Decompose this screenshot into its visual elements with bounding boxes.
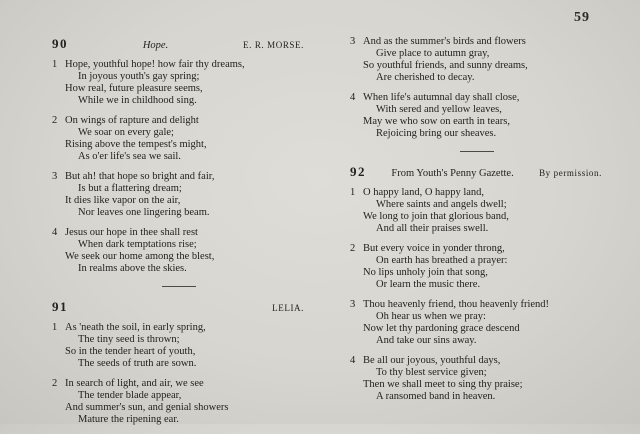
verse-line: So in the tender heart of youth, [65,346,196,357]
verse-line: 4 When life's autumnal day shall close, [350,92,520,103]
section-rule [162,286,196,287]
verse-line: When dark temptations rise; [78,239,197,250]
verse-line: Rejoicing bring our sheaves. [376,128,497,139]
verse-number: 3 [350,299,356,310]
verse-line: As o'er life's sea we sail. [78,151,181,162]
verse-line: 2 On wings of rapture and delight [52,115,199,126]
verse-line: While we in childhood sing. [78,95,197,106]
verse-line: Give place to autumn gray, [376,48,490,59]
verse-line: No lips unholy join that song, [363,267,488,278]
verse-number: 2 [350,243,356,254]
hymn-number: 90 [52,36,68,51]
verse-line: 1 Hope, youthful hope! how fair thy dreams, [52,59,245,70]
verse-line: 4 Jesus our hope in thee shall rest [52,227,198,238]
verse-number: 2 [52,115,58,126]
verse-line: And all their praises swell. [376,223,489,234]
verse [52,322,306,370]
column-right [350,36,604,434]
verse-line: May we who sow on earth in tears, [363,116,510,127]
verse-line: With sered and yellow leaves, [376,104,502,115]
verse-line: And summer's sun, and genial showers [65,402,229,413]
hymn-header [52,36,304,52]
verse-line: Nor leaves one lingering beam. [78,207,210,218]
verse-line: 1 As 'neath the soil, in early spring, [52,322,206,333]
verse-line: A ransomed band in heaven. [376,391,496,402]
column-left [52,36,306,434]
verse [350,299,604,347]
verse-line: Is but a flattering dream; [78,183,182,194]
verse-line: Then we shall meet to sing thy praise; [363,379,523,390]
hymn-attribution: By permission. [539,168,602,178]
verse-line: Rising above the tempest's might, [65,139,207,150]
verse-line: In realms above the skies. [78,263,187,274]
verse-line: Now let thy pardoning grace descend [363,323,520,334]
verse-number: 2 [52,378,58,389]
verse-line: How real, future pleasure seems, [65,83,203,94]
hymn-header [350,164,602,180]
verse-line: 3 And as the summer's birds and flowers [350,36,526,47]
verse-number: 1 [350,187,356,198]
text-columns [52,36,604,434]
verse [52,59,306,107]
verse [350,187,604,235]
verse [350,92,604,140]
verse-line: Mature the ripening ear. [78,414,179,425]
verse [52,227,306,275]
verse-line: The tiny seed is thrown; [78,334,180,345]
verse-line: 3 Thou heavenly friend, thou heavenly friend! [350,299,550,310]
verse-line: Where saints and angels dwell; [376,199,507,210]
page-number: 59 [574,10,590,25]
verse-line: 2 In search of light, and air, we see [52,378,204,389]
verse-line: 3 But ah! that hope so bright and fair, [52,171,215,182]
verse-line: In joyous youth's gay spring; [78,71,200,82]
hymn-title: Hope. [142,40,169,51]
verse [350,243,604,291]
verse-number: 3 [52,171,58,182]
verse-number: 4 [350,92,356,103]
section-rule [460,151,494,152]
verse [52,378,306,426]
verse [52,171,306,219]
verse-number: 4 [350,355,356,366]
verse-line: We soar on every gale; [78,127,174,138]
verse-line: We seek our home among the blest, [65,251,215,262]
verse [350,36,604,84]
verse-line: 2 But every voice in yonder throng, [350,243,505,254]
verse-line: Oh hear us when we pray: [376,311,486,322]
verse-line: To thy blest service given; [376,367,487,378]
hymn-header [52,299,304,315]
hymn-attribution: E. R. MORSE. [243,40,304,50]
verse-line: Are cherished to decay. [376,72,475,83]
verse-line: Or learn the music there. [376,279,481,290]
hymn-title: From Youth's Penny Gazette. [391,168,514,179]
verse-line: It dies like vapor on the air, [65,195,181,206]
hymn-attribution: LELIA. [272,303,304,313]
verse-line: So youthful friends, and sunny dreams, [363,60,528,71]
verse-line: We long to join that glorious band, [363,211,509,222]
verse-number: 1 [52,322,58,333]
verse-line: The tender blade appear, [78,390,182,401]
verse-line: The seeds of truth are sown. [78,358,197,369]
verse [52,115,306,163]
verse-line: 1 O happy land, O happy land, [350,187,485,198]
verse [350,355,604,403]
verse-line: On earth has breathed a prayer: [376,255,508,266]
hymn-number: 91 [52,299,68,314]
verse-line: And take our sins away. [376,335,477,346]
hymn-number: 92 [350,164,366,179]
verse-number: 4 [52,227,58,238]
verse-number: 1 [52,59,58,70]
verse-number: 3 [350,36,356,47]
verse-line: 4 Be all our joyous, youthful days, [350,355,501,366]
